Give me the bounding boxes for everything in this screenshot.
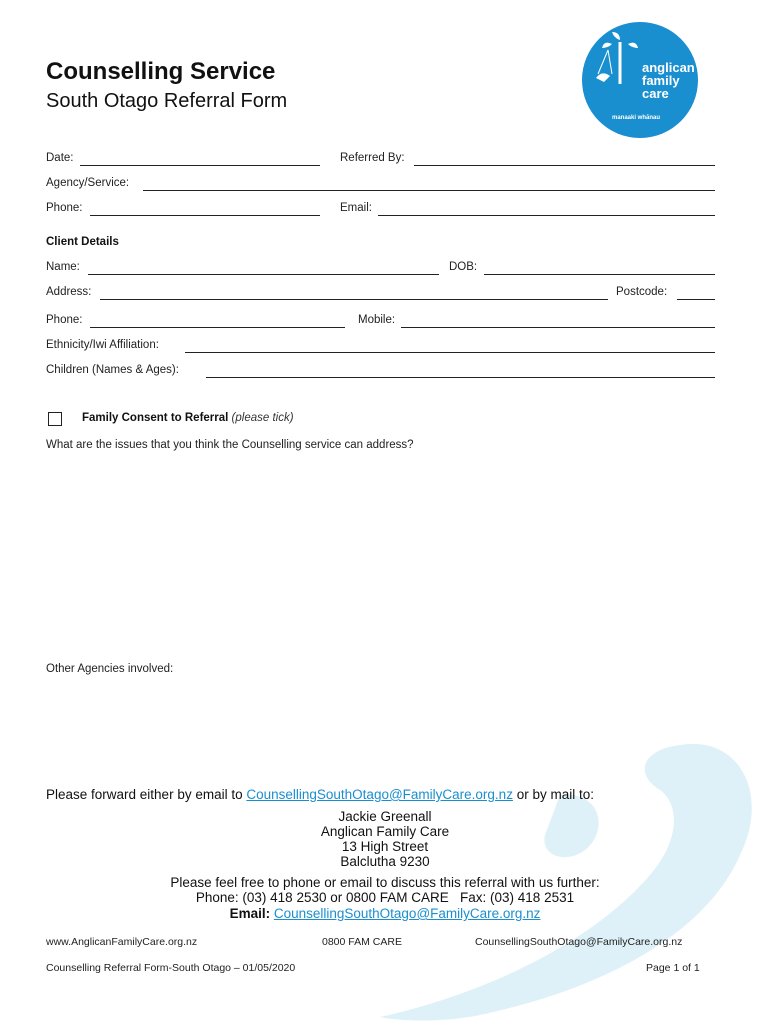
address-label: Address: bbox=[46, 286, 92, 298]
issues-answer-area[interactable] bbox=[46, 458, 715, 648]
children-label: Children (Names & Ages): bbox=[46, 364, 179, 376]
forward-instructions bbox=[46, 787, 594, 802]
page-subtitle: South Otago Referral Form bbox=[46, 90, 288, 112]
dob-field[interactable] bbox=[484, 274, 715, 275]
logo-text-anglican: anglican bbox=[642, 60, 695, 75]
contact-intro: Please feel free to phone or email to discuss this referral with us further: bbox=[170, 875, 600, 890]
agency-label: Agency/Service: bbox=[46, 177, 130, 189]
consent-bold-text: Family Consent to Referral bbox=[82, 412, 229, 424]
client-name-field[interactable] bbox=[88, 274, 439, 275]
children-field[interactable] bbox=[206, 377, 715, 378]
referrer-phone-label: Phone: bbox=[46, 202, 83, 214]
family-consent-checkbox[interactable] bbox=[48, 412, 62, 426]
referrer-email-field[interactable] bbox=[378, 215, 715, 216]
referred-by-field[interactable] bbox=[414, 165, 715, 166]
contact-email-line bbox=[0, 906, 770, 921]
mail-address-line-1: Jackie Greenall bbox=[338, 809, 432, 824]
postcode-label: Postcode: bbox=[616, 286, 668, 298]
footer-phone: 0800 FAM CARE bbox=[322, 936, 402, 948]
footer-document-name: Counselling Referral Form-South Otago – 01/05/2020 bbox=[46, 962, 296, 974]
footer-page-number: Page 1 of 1 bbox=[646, 962, 700, 974]
mobile-field[interactable] bbox=[401, 327, 715, 328]
address-field[interactable] bbox=[100, 299, 608, 300]
mail-address-line-2: Anglican Family Care bbox=[320, 824, 450, 839]
mail-address-line-3: 13 High Street bbox=[341, 839, 429, 854]
anglican-family-care-logo bbox=[572, 22, 708, 138]
referrer-email-label: Email: bbox=[340, 202, 372, 214]
referrer-phone-field[interactable] bbox=[90, 215, 320, 216]
date-label: Date: bbox=[46, 152, 74, 164]
client-phone-field[interactable] bbox=[90, 327, 345, 328]
footer-email: CounsellingSouthOtago@FamilyCare.org.nz bbox=[475, 936, 683, 948]
contact-email-link[interactable]: CounsellingSouthOtago@FamilyCare.org.nz bbox=[273, 906, 541, 921]
footer-website: www.AnglicanFamilyCare.org.nz bbox=[46, 936, 198, 948]
consent-italic-text: (please tick) bbox=[231, 412, 294, 424]
other-agencies-label: Other Agencies involved: bbox=[46, 663, 174, 675]
referred-by-label: Referred By: bbox=[340, 152, 405, 164]
issues-question: What are the issues that you think the Counselling service can address? bbox=[46, 439, 414, 451]
date-field[interactable] bbox=[80, 165, 320, 166]
client-details-heading: Client Details bbox=[46, 236, 119, 248]
client-name-label: Name: bbox=[46, 261, 80, 273]
ethnicity-field[interactable] bbox=[185, 352, 715, 353]
contact-phone: Phone: (03) 418 2530 or 0800 FAM CARE Fax: (03) 418 2531 bbox=[195, 890, 575, 905]
mobile-label: Mobile: bbox=[358, 314, 396, 326]
page-title: Counselling Service bbox=[46, 58, 276, 85]
ethnicity-label: Ethnicity/Iwi Affiliation: bbox=[46, 339, 159, 351]
other-agencies-answer-area[interactable] bbox=[46, 682, 715, 777]
forward-prefix: Please forward either by email to bbox=[46, 787, 247, 802]
agency-field[interactable] bbox=[143, 190, 715, 191]
contact-email-label: Email: bbox=[229, 906, 271, 921]
forward-suffix: or by mail to: bbox=[512, 787, 594, 802]
logo-tagline: manaaki whānau bbox=[612, 115, 661, 121]
client-phone-label: Phone: bbox=[46, 314, 83, 326]
dob-label: DOB: bbox=[449, 261, 478, 273]
forward-email-link[interactable]: CounsellingSouthOtago@FamilyCare.org.nz bbox=[246, 787, 513, 802]
mail-address-line-4: Balclutha 9230 bbox=[340, 854, 430, 869]
family-consent-label bbox=[82, 412, 294, 424]
postcode-field[interactable] bbox=[677, 299, 715, 300]
logo-text-care: care bbox=[642, 86, 669, 101]
logo-text-family: family bbox=[642, 73, 680, 88]
